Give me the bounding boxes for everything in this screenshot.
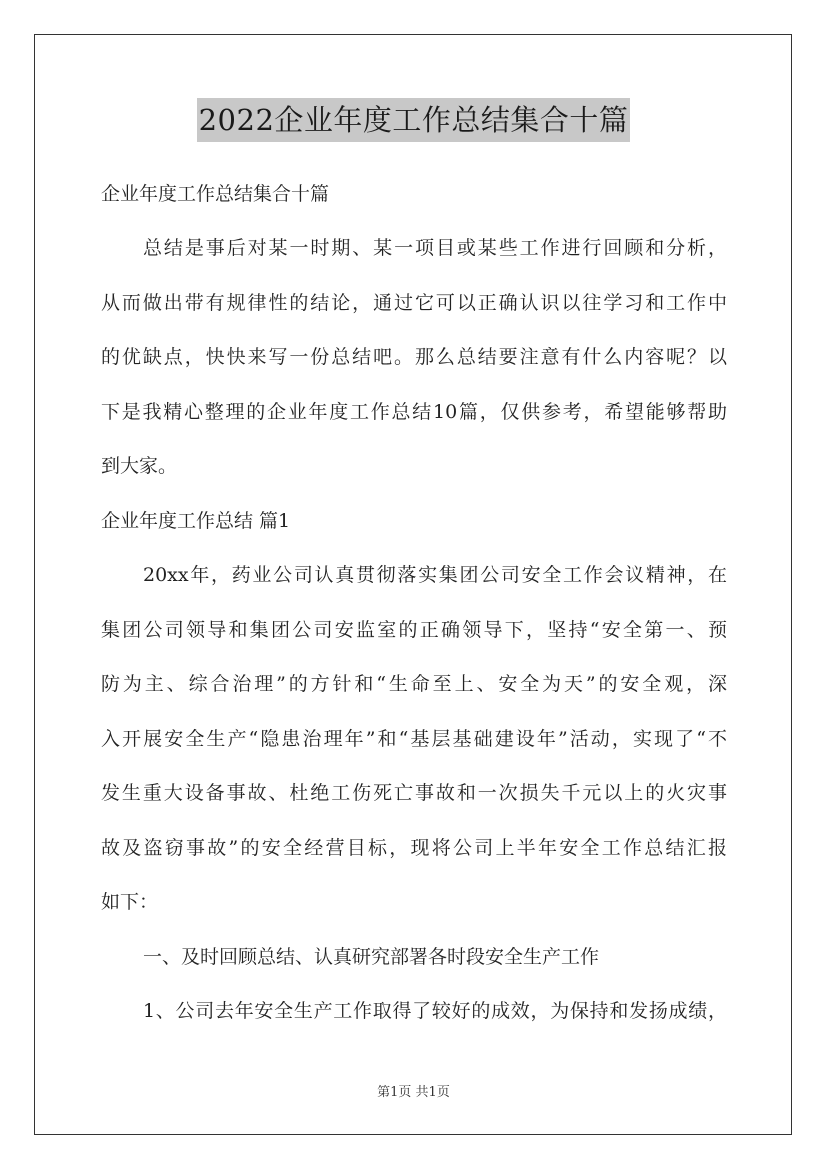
body-line-7: 如下： xyxy=(101,891,159,913)
section-heading: 企业年度工作总结 篇1 xyxy=(101,510,291,532)
intro-line-2: 从而做出带有规律性的结论，通过它可以正确认识以往学习和工作中 xyxy=(101,292,727,314)
title-container xyxy=(0,98,827,142)
intro-line-3: 的优缺点，快快来写一份总结吧。那么总结要注意有什么内容呢？以 xyxy=(101,346,727,368)
body-line-1: 20xx年，药业公司认真贯彻落实集团公司安全工作会议精神，在 xyxy=(143,564,727,586)
body-line-4: 入开展安全生产“隐患治理年”和“基层基础建设年”活动，实现了“不 xyxy=(101,728,727,750)
intro-line-1: 总结是事后对某一时期、某一项目或某些工作进行回顾和分析， xyxy=(143,237,727,259)
intro-line-4: 下是我精心整理的企业年度工作总结10篇，仅供参考，希望能够帮助 xyxy=(101,401,727,423)
intro-line-5: 到大家。 xyxy=(101,455,178,477)
body-line-3: 防为主、综合治理”的方针和“生命至上、安全为天”的安全观，深 xyxy=(101,673,727,695)
point-line-1: 1、公司去年安全生产工作取得了较好的成效，为保持和发扬成绩， xyxy=(143,1000,727,1022)
body-line-6: 故及盗窃事故”的安全经营目标，现将公司上半年安全工作总结汇报 xyxy=(101,837,727,859)
page-footer xyxy=(0,1084,827,1102)
subheading: 一、及时回顾总结、认真研究部署各时段安全生产工作 xyxy=(143,946,600,968)
page-number: 第1页 共1页 xyxy=(377,1085,450,1100)
body-line-2: 集团公司领导和集团公司安监室的正确领导下，坚持“安全第一、预 xyxy=(101,619,727,641)
body-line-5: 发生重大设备事故、杜绝工伤死亡事故和一次损失千元以上的火灾事 xyxy=(101,782,727,804)
document-title: 2022企业年度工作总结集合十篇 xyxy=(197,98,631,142)
document-subtitle: 企业年度工作总结集合十篇 xyxy=(101,183,330,205)
